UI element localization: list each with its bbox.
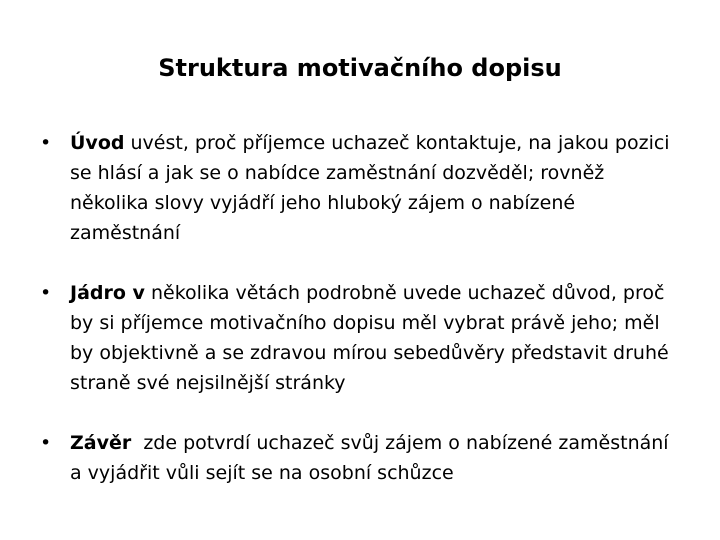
bullet-icon: • — [40, 282, 52, 304]
bullet-icon: • — [40, 132, 52, 154]
bullet-item-uvod — [36, 128, 686, 248]
bullet-list — [36, 128, 686, 488]
bullet-item-zaver — [36, 428, 686, 488]
bullet-term: Jádro v — [70, 282, 145, 304]
bullet-text: uvést, proč příjemce uchazeč kontaktuje, na jakou pozici se hlásí a jak se o nabídce zaměstnání dozvěděl; rovněž několika slovy vyjádří jeho hluboký zájem o nabízené zaměstnání — [70, 132, 670, 244]
slide-title: Struktura motivačního dopisu — [158, 54, 562, 82]
bullet-icon: • — [40, 432, 52, 454]
bullet-text: zde potvrdí uchazeč svůj zájem o nabízené zaměstnání a vyjádřit vůli sejít se na osobní schůzce — [70, 432, 675, 484]
bullet-item-jadro — [36, 278, 686, 398]
bullet-term: Závěr — [70, 432, 132, 454]
bullet-text: několika větách podrobně uvede uchazeč důvod, proč by si příjemce motivačního dopisu měl vybrat právě jeho; měl by objektivně a se zdravou mírou sebedůvěry představit druhé straně své nejsilnější stránky — [70, 282, 669, 394]
bullet-term: Úvod — [70, 132, 125, 154]
